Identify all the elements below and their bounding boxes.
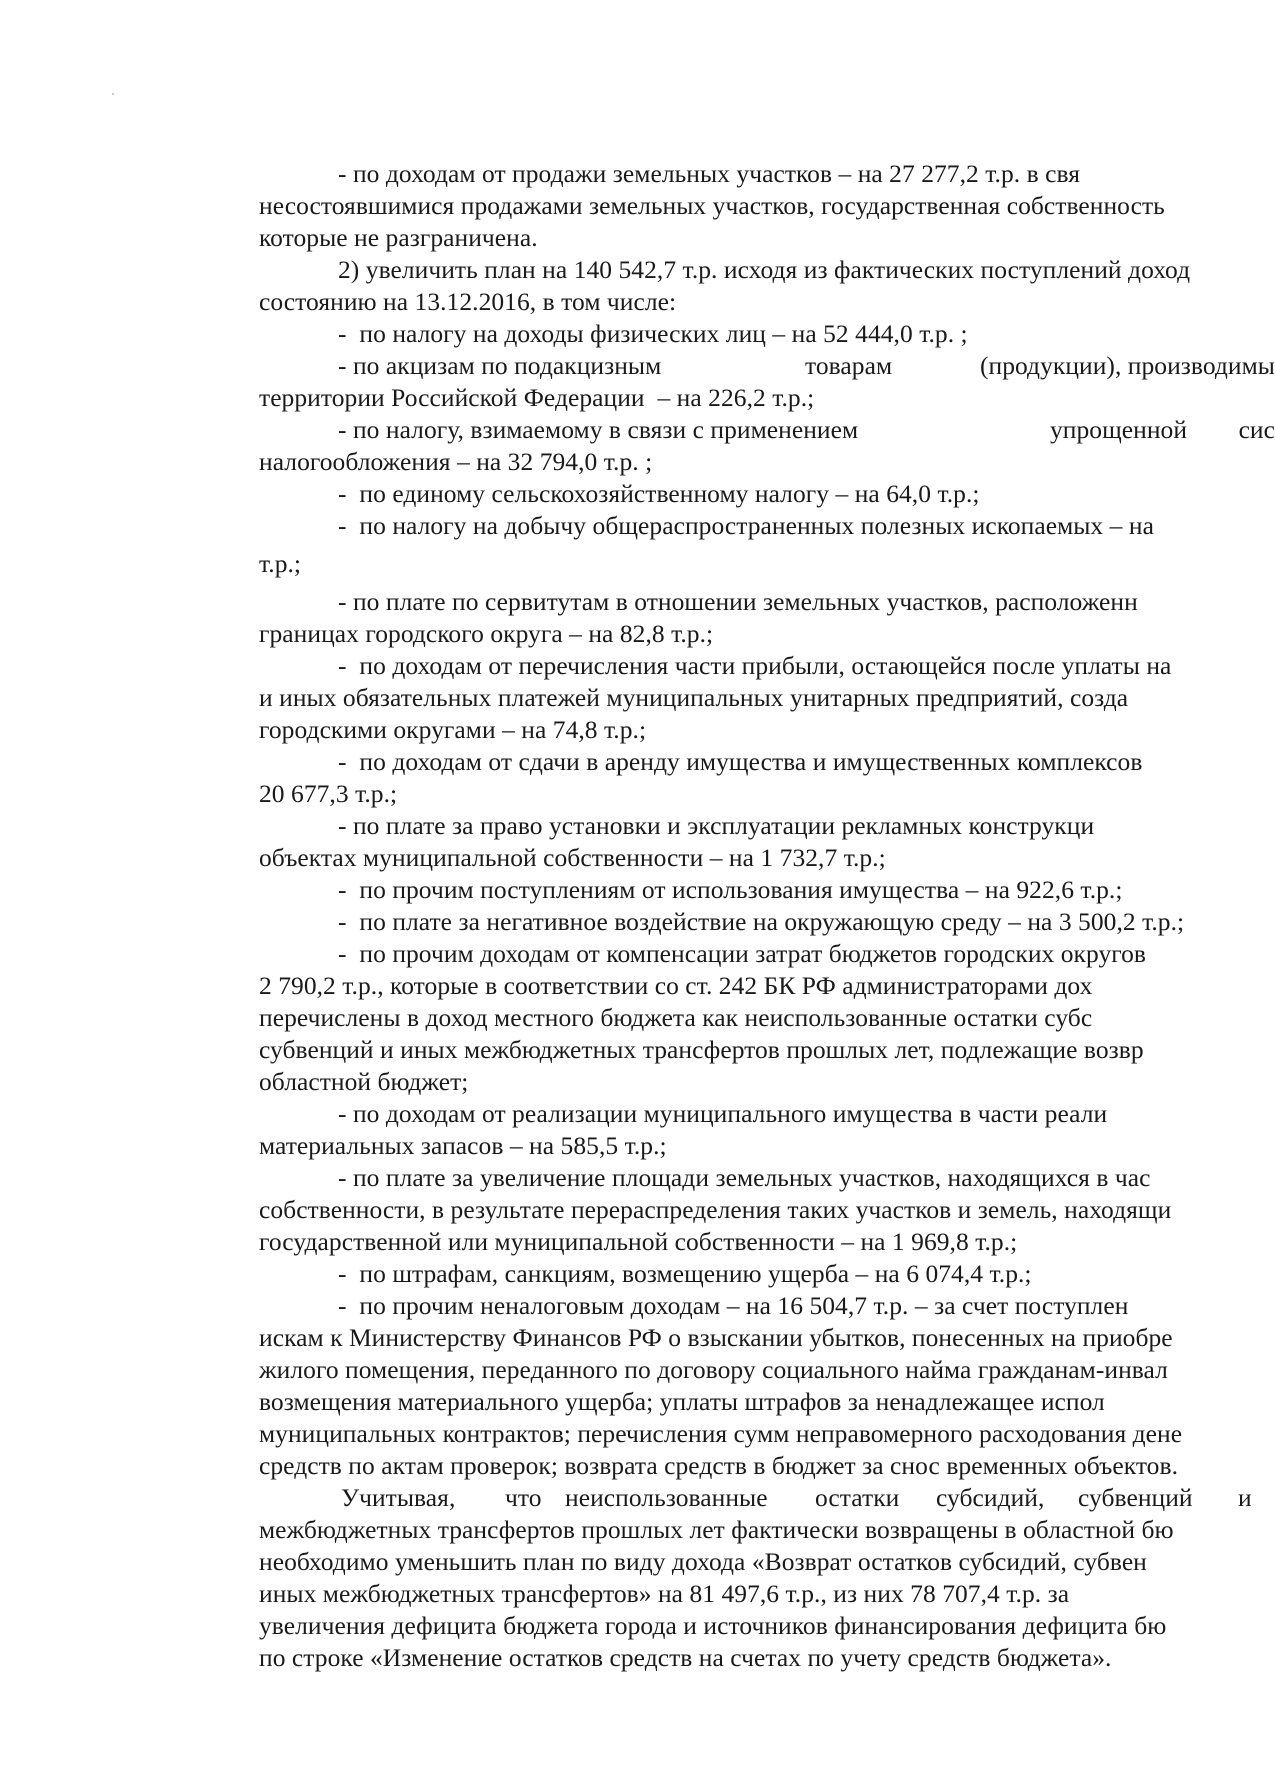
text-segment: и иных обязательных платежей муниципальных унитарных предприятий, созда bbox=[259, 683, 1129, 712]
text-segment: - по акцизам по подакцизным bbox=[338, 351, 662, 380]
text-segment: муниципальных контрактов; перечисления сумм неправомерного расходования дене bbox=[259, 1419, 1183, 1448]
text-line bbox=[0, 254, 1275, 286]
text-segment: искам к Министерству Финансов РФ о взыскании убытков, понесенных на приобре bbox=[259, 1323, 1173, 1352]
text-segment: 2 790,2 т.р., которые в соответствии со ст. 242 БК РФ администраторами дох bbox=[259, 971, 1093, 1000]
text-segment: - по налогу на добычу общераспространенных полезных ископаемых – на bbox=[338, 511, 1154, 540]
text-segment: перечислены в доход местного бюджета как неиспользованные остатки субс bbox=[259, 1003, 1093, 1032]
text-line bbox=[0, 446, 1275, 478]
text-line bbox=[0, 1290, 1275, 1322]
text-segment: т.р.; bbox=[259, 549, 302, 578]
text-segment: товарам bbox=[805, 351, 893, 380]
text-segment: субвенций и иных межбюджетных трансфертов прошлых лет, подлежащие возвр bbox=[259, 1035, 1144, 1064]
text-segment: Учитывая, bbox=[341, 1483, 456, 1512]
text-segment: материальных запасов – на 585,5 т.р.; bbox=[259, 1131, 667, 1160]
text-segment: сис bbox=[1238, 415, 1275, 444]
text-segment: остатки bbox=[815, 1483, 900, 1512]
text-segment: и bbox=[1238, 1483, 1252, 1512]
text-segment: - по прочим поступлениям от использования имущества – на 922,6 т.р.; bbox=[338, 875, 1123, 904]
text-segment: увеличения дефицита бюджета города и источников финансирования дефицита бю bbox=[259, 1611, 1167, 1640]
text-segment: - по единому сельскохозяйственному налогу – на 64,0 т.р.; bbox=[338, 479, 980, 508]
text-line bbox=[0, 510, 1275, 542]
text-segment: субвенций bbox=[1078, 1483, 1193, 1512]
text-line bbox=[0, 1578, 1275, 1610]
text-segment: территории Российской Федерации – на 226,2 т.р.; bbox=[259, 383, 815, 412]
text-segment: налогообложения – на 32 794,0 т.р. ; bbox=[259, 447, 653, 476]
text-segment: - по доходам от сдачи в аренду имущества и имущественных комплексов bbox=[338, 747, 1143, 776]
text-segment: городскими округами – на 74,8 т.р.; bbox=[259, 715, 647, 744]
text-segment: по строке «Изменение остатков средств на счетах по учету средств бюджета». bbox=[259, 1643, 1112, 1672]
text-segment: 2) увеличить план на 140 542,7 т.р. исходя из фактических поступлений доход bbox=[338, 255, 1191, 284]
text-line bbox=[0, 778, 1275, 810]
text-line bbox=[0, 1546, 1275, 1578]
text-line bbox=[0, 1514, 1275, 1546]
text-segment: областной бюджет; bbox=[259, 1067, 469, 1096]
text-line bbox=[0, 190, 1275, 222]
text-line bbox=[0, 906, 1275, 938]
text-line bbox=[0, 1034, 1275, 1066]
text-segment: - по плате за увеличение площади земельных участков, находящихся в час bbox=[338, 1163, 1151, 1192]
text-line bbox=[0, 970, 1275, 1002]
text-segment: 20 677,3 т.р.; bbox=[259, 779, 398, 808]
text-line bbox=[0, 1258, 1275, 1290]
text-line bbox=[0, 746, 1275, 778]
text-line bbox=[0, 1642, 1275, 1674]
text-segment: жилого помещения, переданного по договору социального найма гражданам-инвал bbox=[259, 1355, 1168, 1384]
text-line bbox=[0, 1450, 1275, 1482]
text-segment: неиспользованные bbox=[565, 1483, 768, 1512]
text-line bbox=[0, 618, 1275, 650]
text-line bbox=[0, 682, 1275, 714]
text-segment: - по штрафам, санкциям, возмещению ущерба – на 6 074,4 т.р.; bbox=[338, 1259, 1032, 1288]
text-line bbox=[0, 222, 1275, 254]
text-line bbox=[0, 1354, 1275, 1386]
text-segment: - по прочим доходам от компенсации затрат бюджетов городских округов bbox=[338, 939, 1147, 968]
text-line bbox=[0, 1482, 1275, 1514]
text-line bbox=[0, 286, 1275, 318]
text-segment: - по плате за негативное воздействие на окружающую среду – на 3 500,2 т.р.; bbox=[338, 907, 1185, 936]
text-segment: собственности, в результате перераспределения таких участков и земель, находящи bbox=[259, 1195, 1172, 1224]
text-line bbox=[0, 1418, 1275, 1450]
text-line bbox=[0, 1386, 1275, 1418]
text-line bbox=[0, 586, 1275, 618]
text-segment: иных межбюджетных трансфертов» на 81 497,6 т.р., из них 78 707,4 т.р. за bbox=[259, 1579, 1070, 1608]
text-line bbox=[0, 318, 1275, 350]
text-segment: - по доходам от реализации муниципального имущества в части реали bbox=[338, 1099, 1108, 1128]
text-segment: государственной или муниципальной собственности – на 1 969,8 т.р.; bbox=[259, 1227, 1018, 1256]
text-line bbox=[0, 938, 1275, 970]
text-line bbox=[0, 1162, 1275, 1194]
text-segment: которые не разграничена. bbox=[259, 223, 538, 252]
text-segment: - по плате за право установки и эксплуатации рекламных конструкци bbox=[338, 811, 1095, 840]
text-segment: возмещения материального ущерба; уплаты штрафов за ненадлежащее испол bbox=[259, 1387, 1105, 1416]
text-segment: - по налогу на доходы физических лиц – на 52 444,0 т.р. ; bbox=[338, 319, 968, 348]
text-line bbox=[0, 382, 1275, 414]
text-line bbox=[0, 414, 1275, 446]
text-segment: упрощенной bbox=[1050, 415, 1188, 444]
text-segment: - по прочим неналоговым доходам – на 16 504,7 т.р. – за счет поступлен bbox=[338, 1291, 1129, 1320]
text-segment: субсидий, bbox=[936, 1483, 1045, 1512]
text-segment: необходимо уменьшить план по виду дохода «Возврат остатков субсидий, субвен bbox=[259, 1547, 1147, 1576]
text-segment: что bbox=[505, 1483, 542, 1512]
text-segment: несостоявшимися продажами земельных участков, государственная собственность bbox=[259, 191, 1165, 220]
text-segment: средств по актам проверок; возврата средств в бюджет за снос временных объектов. bbox=[259, 1451, 1178, 1480]
text-line bbox=[0, 810, 1275, 842]
text-line bbox=[0, 548, 1275, 580]
text-segment: - по плате по сервитутам в отношении земельных участков, расположенн bbox=[338, 587, 1138, 616]
text-segment: межбюджетных трансфертов прошлых лет фактически возвращены в областной бю bbox=[259, 1515, 1174, 1544]
text-line bbox=[0, 478, 1275, 510]
text-segment: состоянию на 13.12.2016, в том числе: bbox=[259, 287, 677, 316]
text-line bbox=[0, 1194, 1275, 1226]
text-line bbox=[0, 1610, 1275, 1642]
text-segment: - по доходам от продажи земельных участков – на 27 277,2 т.р. в свя bbox=[338, 159, 1081, 188]
scan-speck bbox=[112, 93, 114, 95]
text-segment: - по налогу, взимаемому в связи с применением bbox=[338, 415, 859, 444]
text-line bbox=[0, 158, 1275, 190]
text-segment: (продукции), производимы bbox=[979, 351, 1275, 380]
text-line bbox=[0, 1002, 1275, 1034]
text-line bbox=[0, 650, 1275, 682]
text-line bbox=[0, 350, 1275, 382]
text-segment: объектах муниципальной собственности – на 1 732,7 т.р.; bbox=[259, 843, 886, 872]
text-segment: - по доходам от перечисления части прибыли, остающейся после уплаты на bbox=[338, 651, 1172, 680]
text-line bbox=[0, 1226, 1275, 1258]
text-line bbox=[0, 714, 1275, 746]
text-line bbox=[0, 1098, 1275, 1130]
text-line bbox=[0, 1066, 1275, 1098]
text-line bbox=[0, 1130, 1275, 1162]
text-line bbox=[0, 842, 1275, 874]
text-line bbox=[0, 1322, 1275, 1354]
text-segment: границах городского округа – на 82,8 т.р.; bbox=[259, 619, 714, 648]
text-line bbox=[0, 874, 1275, 906]
